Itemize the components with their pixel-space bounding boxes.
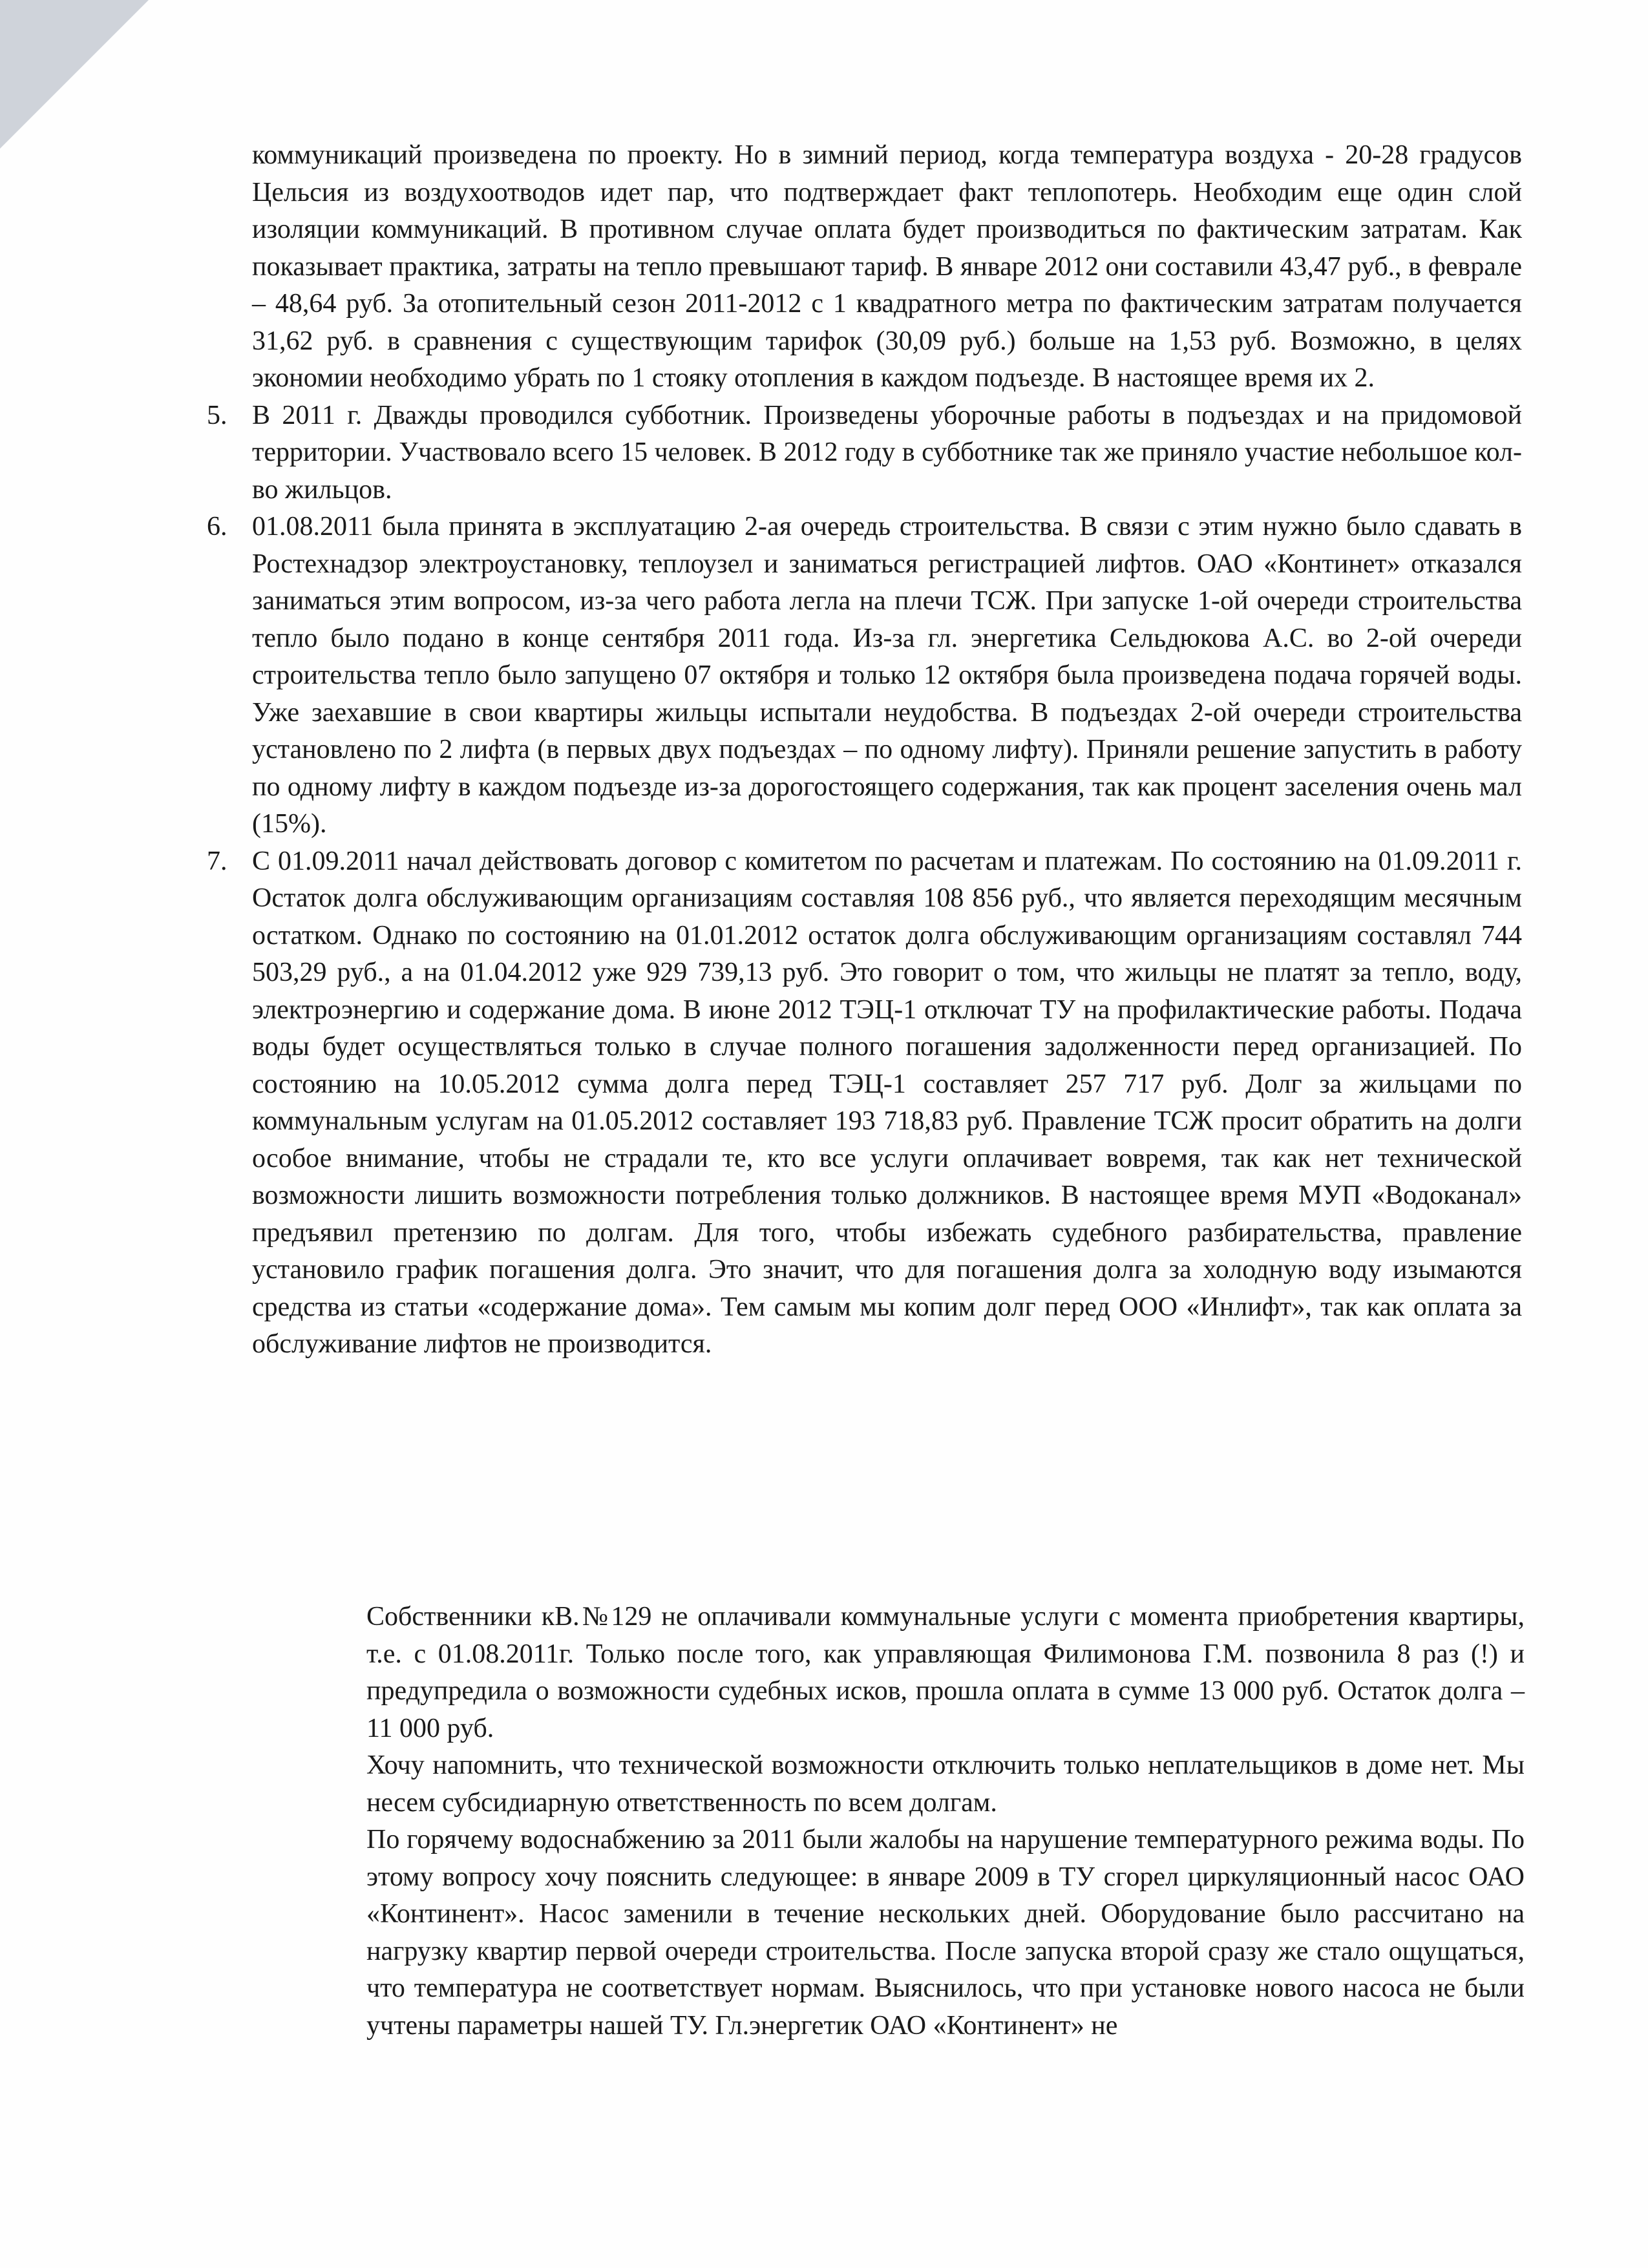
list-item [207,509,1522,843]
item-text: В 2011 г. Дважды проводился субботник. Произведены уборочные работы в подъездах и на придомовой территории. Участвовало всего 15 человек. В 2012 году в субботнике так же приняло участие небольшое кол-во жильцов. [252,400,1522,505]
folded-corner [0,0,149,149]
sub-paragraph-debt: Собственники кВ.№129 не оплачивали коммунальные услуги с момента приобретения квартиры, т.е. с 01.08.2011г. Только после того, как управляющая Филимонова Г.М. позвонила 8 раз (!) и предупредила о возможности судебных исков, прошла оплата в сумме 13 000 руб. Остаток долга – 11 000 руб. [366,1602,1525,1743]
numbered-list [207,397,1522,1363]
item-text: 01.08.2011 была принята в эксплуатацию 2-ая очередь строительства. В связи с этим нужно было сдавать в Ростехнадзор электроустановку, теплоузел и заниматься регистрацией лифтов. ОАО «Континет» отказался заниматься этим вопросом, из-за чего работа легла на плечи ТСЖ. При запуске 1-ой очереди строительства тепло было подано в конце сентября 2011 года. Из-за гл. энергетика Сельдюкова А.С. во 2-ой очереди строительства тепло было запущено 07 октября и только 12 октября была произведена подача горячей воды. Уже заехавшие в свои квартиры жильцы испытали неудобства. В подъездах 2-ой очереди строительства установлено по 2 лифта (в первых двух подъездах – по одному лифту). Приняли решение запустить в работу по одному лифту в каждом подъезде из-за дорогостоящего содержания, так как процент заселения очень мал (15%). [252,512,1522,839]
intro-paragraph: коммуникаций произведена по проекту. Но в зимний период, когда температура воздуха - 20-28 градусов Цельсия из воздухоотводов идет пар, что подтверждает факт теплопотерь. Необходим еще один слой изоляции коммуникаций. В противном случае оплата будет производиться по фактическим затратам. Как показывает практика, затраты на тепло превышают тариф. В январе 2012 они составили 43,47 руб., в феврале – 48,64 руб. За отопительный сезон 2011-2012 с 1 квадратного метра по фактическим затратам получается 31,62 руб. в сравнения с существующим тарифок (30,09 руб.) больше на 1,53 руб. Возможно, в целях экономии необходимо убрать по 1 стояку отопления в каждом подъезде. В настоящее время их 2. [252,140,1522,393]
indented-section [366,1599,1525,2044]
list-item [207,843,1522,1363]
item-number: 7. [207,846,227,876]
item-number: 5. [207,400,227,430]
item-number: 6. [207,512,227,541]
sub-paragraph-hot-water: По горячему водоснабжению за 2011 были жалобы на нарушение температурного режима воды. По этому вопросу хочу пояснить следующее: в январе 2009 в ТУ сгорел циркуляционный насос ОАО «Континент». Насос заменили в течение нескольких дней. Оборудование было рассчитано на нагрузку квартир первой очереди строительства. После запуска второй сразу же стало ощущаться, что температура не соответствует нормам. Выяснилось, что при установке нового насоса не были учтены параметры нашей ТУ. Гл.энергетик ОАО «Континент» не [366,1825,1525,2041]
main-text [207,137,1522,1363]
item-text: С 01.09.2011 начал действовать договор с комитетом по расчетам и платежам. По состоянию на 01.09.2011 г. Остаток долга обслуживающим организациям составляя 108 856 руб., что является переходящим месячным остатком. Однако по состоянию на 01.01.2012 остаток долга обслуживающим организациям составлял 744 503,29 руб., а на 01.04.2012 уже 929 739,13 руб. Это говорит о том, что жильцы не платят за тепло, воду, электроэнергию и содержание дома. В июне 2012 ТЭЦ-1 отключат ТУ на профилактические работы. Подача воды будет осуществляться только в случае полного погашения задолженности перед организацией. По состоянию на 10.05.2012 сумма долга перед ТЭЦ-1 составляет 257 717 руб. Долг за жильцами по коммунальным услугам на 01.05.2012 составляет 193 718,83 руб. Правление ТСЖ просит обратить на долги особое внимание, чтобы не страдали те, кто все услуги оплачивает вовремя, так как нет технической возможности лишить возможности потребления только должников. В настоящее время МУП «Водоканал» предъявил претензию по долгам. Для того, чтобы избежать судебного разбирательства, правление установило график погашения долга. Это значит, что для погашения долга за холодную воду изымаются средства из статьи «содержание дома». Тем самым мы копим долг перед ООО «Инлифт», так как оплата за обслуживание лифтов не производится. [252,846,1522,1359]
list-item [207,397,1522,509]
sub-paragraph-liability: Хочу напомнить, что технической возможности отключить только неплательщиков в доме нет. Мы несем субсидиарную ответственность по всем долгам. [366,1750,1525,1818]
